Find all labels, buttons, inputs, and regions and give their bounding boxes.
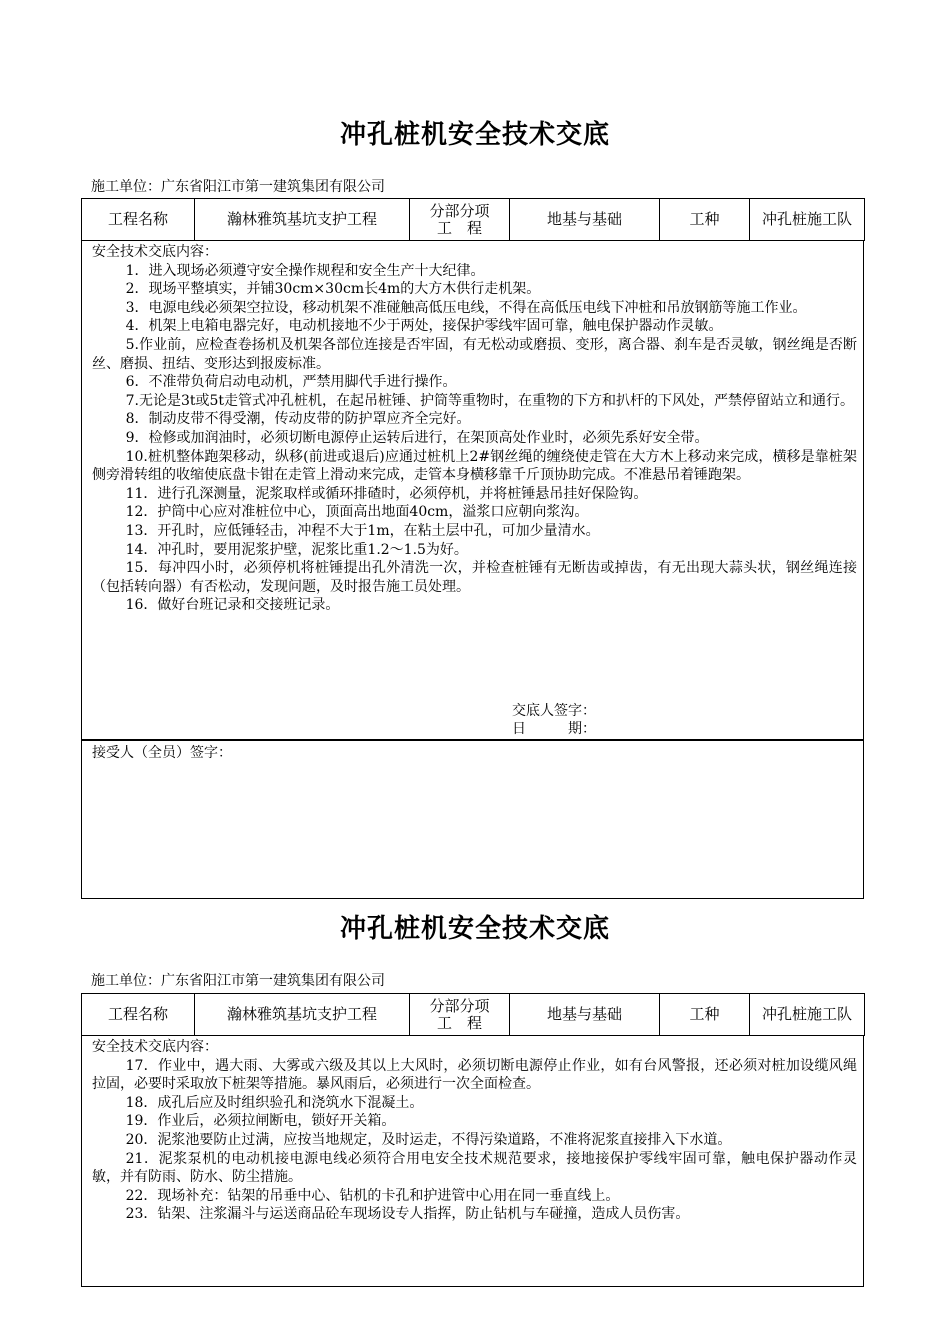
page-title: 冲孔桩机安全技术交底 [339, 120, 610, 150]
header-table [81, 993, 865, 1036]
clause-item: 20．泥浆池要防止过满，应按当地规定，及时运走，不得污染道路，不准将泥浆直接排入下水道。 [125, 1131, 732, 1148]
clause-item: 8．制动皮带不得受潮，传动皮带的防护罩应齐全完好。 [125, 411, 471, 428]
content-box [81, 240, 864, 740]
project-name-label: 工程名称 [82, 994, 195, 1036]
trade-value: 冲孔桩施工队 [750, 199, 865, 241]
clause-item: 22．现场补充：钻架的吊垂中心、钻机的卡孔和护进管中心用在同一垂直线上。 [125, 1187, 620, 1204]
content-heading: 安全技术交底内容： [92, 244, 218, 260]
clause-item: 4．机架上电箱电器完好，电动机接地不少于两处，接保护零线牢固可靠，触电保护器动作灵敏。 [125, 318, 723, 335]
receiver-box [81, 740, 864, 899]
clause-item: 7.无论是3t或5t走管式冲孔桩机，在起吊桩锤、护筒等重物时，在重物的下方和扒杆的下风处，严禁停留站立和通行。 [125, 392, 855, 409]
trade-value: 冲孔桩施工队 [750, 994, 865, 1036]
clause-item: 17．作业中，遇大雨、大雾或六级及其以上大风时，必须切断电源停止作业，如有台风警报，还必须对桩加设缆风绳拉固，必要时采取放下桩架等措施。暴风雨后，必须进行一次全面检查。 [92, 1057, 857, 1093]
clause-item: 19．作业后，必须拉闸断电，锁好开关箱。 [125, 1113, 396, 1130]
project-name-value: 瀚林雅筑基坑支护工程 [195, 994, 410, 1036]
clause-item: 11．进行孔深测量，泥浆取样或循环排碴时，必须停机，并将桩锤悬吊挂好保险钩。 [125, 485, 648, 502]
project-name-label: 工程名称 [82, 199, 195, 241]
date-label: 日 期： [512, 721, 596, 737]
content-body [82, 1035, 863, 1224]
sub-project-value: 地基与基础 [510, 994, 660, 1036]
sub-project-label: 分部分项 工 程 [410, 199, 510, 241]
clause-item: 6．不准带负荷启动电动机，严禁用脚代手进行操作。 [125, 374, 457, 391]
clause-item: 18．成孔后应及时组织验孔和浇筑水下混凝土。 [125, 1094, 424, 1111]
content-body [82, 240, 863, 615]
project-name-value: 瀚林雅筑基坑支护工程 [195, 199, 410, 241]
construction-unit: 施工单位：广东省阳江市第一建筑集团有限公司 [91, 973, 385, 989]
content-heading: 安全技术交底内容： [92, 1039, 218, 1055]
clause-item: 5.作业前，应检查卷扬机及机架各部位连接是否牢固，有无松动或磨损、变形，离合器、刹车是否灵敏，钢丝绳是否断丝、磨损、扭结、变形达到报废标准。 [92, 336, 857, 372]
clause-item: 16．做好台班记录和交接班记录。 [125, 597, 340, 614]
header-table [81, 198, 865, 241]
clause-item: 2．现场平整填实，并铺30cm×30cm长4m的大方木供行走机架。 [125, 281, 541, 298]
signature-block [512, 702, 596, 738]
clause-item: 23．钻架、注浆漏斗与运送商品砼车现场设专人指挥，防止钻机与车碰撞，造成人员伤害。 [125, 1206, 690, 1223]
page-title: 冲孔桩机安全技术交底 [339, 914, 610, 944]
construction-unit: 施工单位：广东省阳江市第一建筑集团有限公司 [91, 179, 385, 195]
trade-label: 工种 [660, 994, 750, 1036]
clause-item: 13．开孔时，应低锤轻击，冲程不大于1m，在粘土层中孔，可加少量清水。 [125, 522, 600, 539]
content-box [81, 1035, 864, 1287]
clause-item: 12．护筒中心应对准桩位中心，顶面高出地面40cm，溢浆口应朝向浆沟。 [125, 504, 589, 521]
trade-label: 工种 [660, 199, 750, 241]
clause-item: 15．每冲四小时，必须停机将桩锤提出孔外清洗一次，并检查桩锤有无断齿或掉齿，有无出现大蒜头状，钢丝绳连接（包括转向器）有否松动，发现问题，及时报告施工员处理。 [92, 560, 857, 595]
sub-project-label: 分部分项 工 程 [410, 994, 510, 1036]
clause-item: 14．冲孔时，要用泥浆护壁，泥浆比重1.2～1.5为好。 [125, 541, 468, 558]
clause-item: 10.桩机整体跑架移动，纵移(前进或退后)应通过桩机上2#钢丝绳的缠绕使走管在大方木上移动来完成，横移是靠桩架侧旁滑转组的收缩使底盘卡钳在走管上滑动来完成，走管本身横移靠千斤顶协助完成。不准悬吊着锤跑架。 [92, 448, 857, 484]
clause-item: 1．进入现场必须遵守安全操作规程和安全生产十大纪律。 [125, 262, 485, 279]
clause-item: 9．检修或加润油时，必须切断电源停止运转后进行，在架顶高处作业时，必须先系好安全带。 [125, 429, 709, 446]
clause-item: 21．泥浆泵机的电动机接电源电线必须符合用电安全技术规范要求，接地接保护零线牢固可靠，触电保护器动作灵敏，并有防雨、防水、防尘措施。 [92, 1150, 857, 1186]
signer-label: 交底人签字： [512, 703, 596, 719]
clause-item: 3．电源电线必须架空拉设，移动机架不准碰触高低压电线，不得在高低压电线下冲桩和吊放钢筋等施工作业。 [125, 299, 807, 316]
receiver-label: 接受人（全员）签字： [92, 745, 232, 761]
sub-project-value: 地基与基础 [510, 199, 660, 241]
